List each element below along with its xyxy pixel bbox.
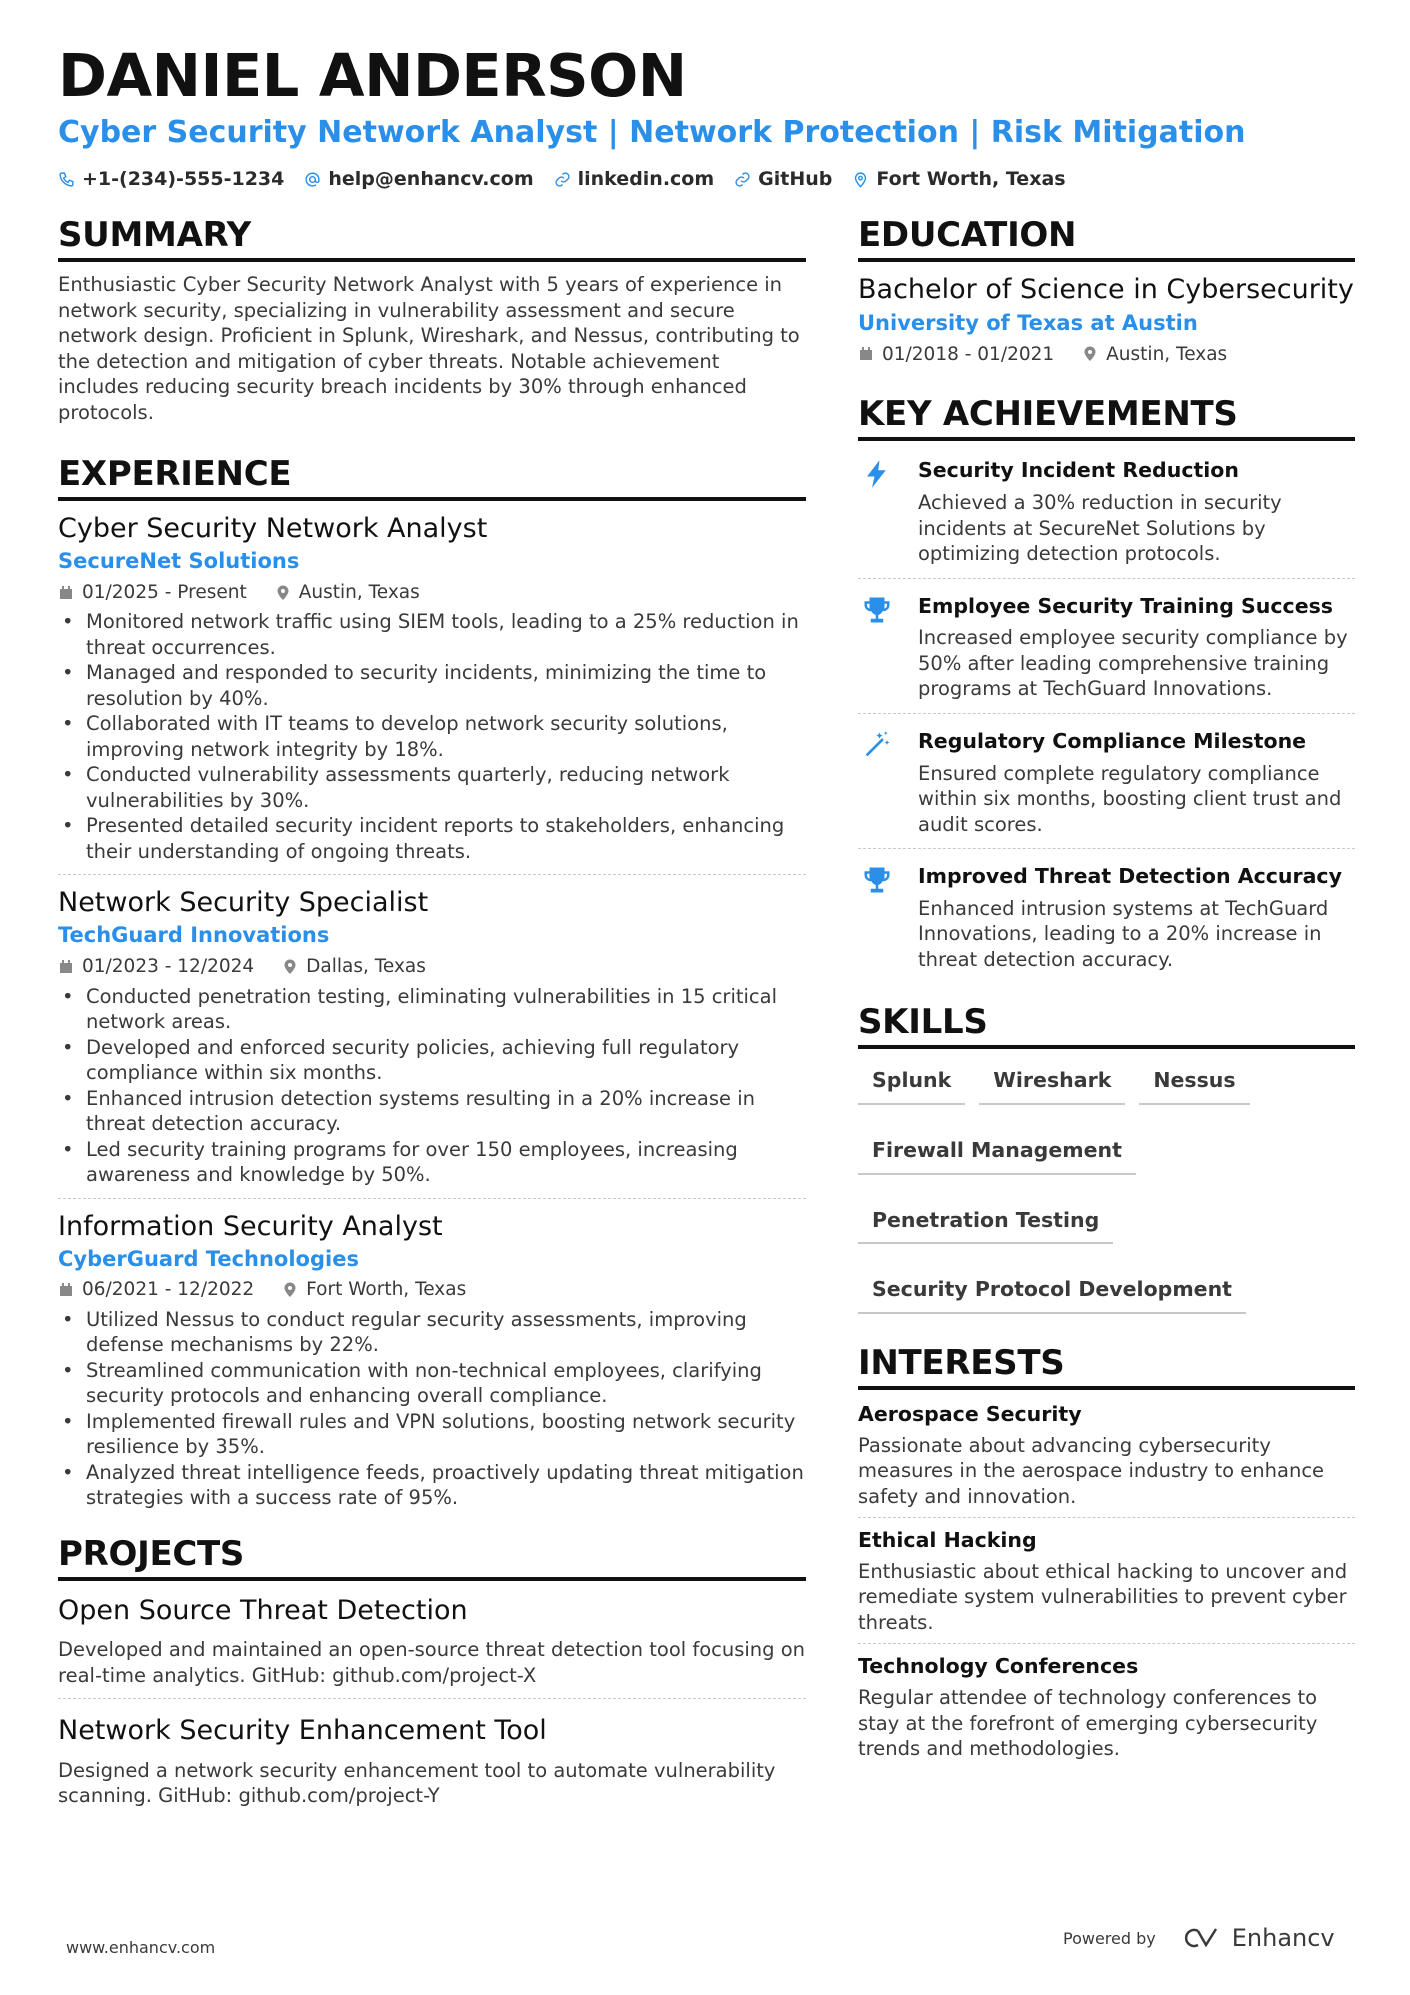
skill-tag: Firewall Management — [858, 1129, 1136, 1175]
interest-text: Enthusiastic about ethical hacking to uncover and remediate system vulnerabilities to prevent cyber threats. — [858, 1559, 1348, 1634]
job-location: Dallas, Texas — [306, 955, 426, 977]
brand-name: Enhancv — [1231, 1924, 1335, 1952]
achievement-entry — [858, 857, 1355, 983]
achievement-entry — [858, 587, 1355, 714]
contact-location-text: Fort Worth, Texas — [876, 168, 1066, 190]
interest-entry — [858, 1526, 1355, 1644]
job-bullet: • Led security training programs for over 150 employees, increasing awareness and knowledge by 50%. — [58, 1137, 806, 1188]
job-location: Austin, Texas — [298, 581, 420, 603]
summary-section — [58, 216, 806, 425]
skills-heading: SKILLS — [858, 1003, 1355, 1049]
achievement-text: Increased employee security compliance by 50% after leading comprehensive training programs at TechGuard Innovations. — [918, 626, 1348, 701]
location-icon — [282, 959, 298, 975]
job-dates: 06/2021 - 12/2022 — [82, 1279, 255, 1301]
interest-text: Passionate about advancing cybersecurity measures in the aerospace industry to enhance safety and innovation. — [858, 1433, 1325, 1508]
skill-tag: Security Protocol Development — [858, 1268, 1246, 1314]
phone-icon — [58, 171, 75, 188]
contact-phone-text: +1-(234)-555-1234 — [82, 168, 285, 190]
achievement-title: Regulatory Compliance Milestone — [918, 728, 1307, 753]
interests-section — [858, 1344, 1355, 1770]
achievement-entry — [858, 722, 1355, 849]
candidate-subtitle: Cyber Security Network Analyst | Network Protection | Risk Mitigation — [58, 115, 1246, 150]
project-entry — [58, 1591, 806, 1700]
job-bullet: • Implemented firewall rules and VPN solutions, boosting network security resilience by 35%. — [58, 1409, 806, 1460]
project-title: Open Source Threat Detection — [58, 1594, 468, 1626]
job-location: Fort Worth, Texas — [306, 1279, 467, 1301]
education-location: Austin, Texas — [1106, 343, 1228, 365]
education-degree: Bachelor of Science in Cybersecurity — [858, 274, 1354, 306]
link-icon — [734, 171, 751, 188]
trophy-icon — [862, 595, 892, 625]
contact-github-text: GitHub — [758, 168, 833, 190]
link-icon — [554, 171, 571, 188]
summary-text: Enthusiastic Cyber Security Network Analyst with 5 years of experience in network security, specializing in vulnerability assessment and secure network design. Proficient in Splunk, Wireshark, and Nessus, contributing to the detection and mitigation of cyber threats. Notable achievement includes reducing security breach incidents by 30% through enhanced protocols. — [58, 273, 800, 424]
enhancv-logo[interactable] — [1178, 1924, 1335, 1952]
achievement-text: Ensured complete regulatory compliance within six months, boosting client trust and audit scores. — [918, 761, 1342, 836]
achievement-text: Achieved a 30% reduction in security incidents at SecureNet Solutions by optimizing detection protocols. — [918, 491, 1282, 566]
at-icon — [304, 171, 321, 188]
education-section — [858, 216, 1355, 369]
education-heading: EDUCATION — [858, 216, 1355, 262]
job-bullet: • Analyzed threat intelligence feeds, proactively updating threat mitigation strategies with a success rate of 95%. — [58, 1460, 806, 1511]
contact-location — [852, 168, 1065, 190]
candidate-name: DANIEL ANDERSON — [58, 41, 687, 110]
achievement-title: Improved Threat Detection Accuracy — [918, 864, 1342, 889]
interest-title: Technology Conferences — [858, 1654, 1139, 1679]
powered-by-text: Powered by — [1063, 1928, 1156, 1948]
job-bullets — [58, 609, 806, 864]
calendar-icon — [58, 585, 74, 601]
experience-section — [58, 455, 806, 1521]
job-bullet: • Developed and enforced security policies, achieving full regulatory compliance within six months. — [58, 1035, 806, 1086]
achievement-title: Security Incident Reduction — [918, 458, 1239, 483]
footer-website[interactable]: www.enhancv.com — [66, 1938, 216, 1957]
contact-email-text: help@enhancv.com — [328, 168, 534, 190]
job-bullet: • Managed and responded to security incidents, minimizing the time to resolution by 40%. — [58, 660, 806, 711]
location-icon — [275, 585, 291, 601]
projects-heading: PROJECTS — [58, 1535, 806, 1581]
location-icon — [1082, 346, 1098, 362]
job-bullet: • Collaborated with IT teams to develop network security solutions, improving network integrity by 18%. — [58, 711, 806, 762]
project-text: Designed a network security enhancement tool to automate vulnerability scanning. GitHub: github.com/project-Y — [58, 1758, 776, 1808]
education-dates: 01/2018 - 01/2021 — [882, 343, 1055, 365]
job-bullets — [58, 984, 806, 1188]
job-entry — [58, 885, 806, 1198]
contact-linkedin-text: linkedin.com — [577, 168, 715, 190]
calendar-icon — [858, 346, 874, 362]
job-bullet: • Conducted penetration testing, eliminating vulnerabilities in 15 critical network areas. — [58, 984, 806, 1035]
trophy-icon — [862, 865, 892, 895]
interest-text: Regular attendee of technology conferences to stay at the forefront of emerging cybersecurity trends and methodologies. — [858, 1686, 1318, 1761]
project-title: Network Security Enhancement Tool — [58, 1715, 547, 1747]
enhancv-logo-icon — [1178, 1925, 1226, 1951]
job-dates: 01/2025 - Present — [82, 581, 247, 603]
left-column — [58, 216, 806, 1831]
experience-heading: EXPERIENCE — [58, 455, 806, 501]
achievement-title: Employee Security Training Success — [918, 593, 1334, 618]
contact-linkedin[interactable] — [554, 168, 715, 190]
summary-heading: SUMMARY — [58, 216, 806, 262]
achievement-entry — [858, 451, 1355, 578]
job-bullet: • Presented detailed security incident reports to stakeholders, enhancing their understanding of ongoing threats. — [58, 813, 806, 864]
skills-section — [858, 1003, 1355, 1314]
location-icon — [852, 171, 869, 188]
skill-tag: Penetration Testing — [858, 1199, 1113, 1245]
job-title: Cyber Security Network Analyst — [58, 513, 488, 545]
job-title: Network Security Specialist — [58, 887, 429, 919]
achievements-section — [858, 395, 1355, 983]
contact-bar — [58, 168, 1066, 190]
job-title: Information Security Analyst — [58, 1210, 443, 1242]
interest-entry — [858, 1652, 1355, 1769]
job-bullet: • Streamlined communication with non-technical employees, clarifying security protocols and enhancing overall compliance. — [58, 1358, 806, 1409]
job-entry — [58, 511, 806, 875]
calendar-icon — [58, 959, 74, 975]
job-meta — [58, 1275, 806, 1305]
job-meta — [58, 952, 806, 982]
job-meta — [58, 578, 806, 608]
job-bullet: • Utilized Nessus to conduct regular security assessments, improving defense mechanisms by 22%. — [58, 1307, 806, 1358]
interest-entry — [858, 1400, 1355, 1518]
location-icon — [282, 1282, 298, 1298]
contact-github[interactable] — [734, 168, 832, 190]
achievements-heading: KEY ACHIEVEMENTS — [858, 395, 1355, 441]
footer-branding — [1063, 1924, 1335, 1952]
skill-tag: Nessus — [1139, 1059, 1249, 1105]
interest-title: Aerospace Security — [858, 1402, 1082, 1427]
skills-list — [858, 1059, 1355, 1314]
project-entry — [58, 1711, 806, 1819]
interests-heading: INTERESTS — [858, 1344, 1355, 1390]
job-bullet: • Conducted vulnerability assessments quarterly, reducing network vulnerabilities by 30%. — [58, 762, 806, 813]
job-company: SecureNet Solutions — [58, 549, 300, 574]
magic-wand-icon — [862, 730, 892, 760]
job-bullets — [58, 1307, 806, 1511]
calendar-icon — [58, 1282, 74, 1298]
projects-section — [58, 1535, 806, 1819]
job-company: CyberGuard Technologies — [58, 1246, 359, 1271]
job-entry — [58, 1209, 806, 1521]
lightning-icon — [862, 459, 892, 489]
job-bullet: • Monitored network traffic using SIEM tools, leading to a 25% reduction in threat occurrences. — [58, 609, 806, 660]
skill-tag: Splunk — [858, 1059, 965, 1105]
project-text: Developed and maintained an open-source threat detection tool focusing on real-time analytics. GitHub: github.com/project-X — [58, 1638, 806, 1687]
achievement-text: Enhanced intrusion systems at TechGuard Innovations, leading to a 20% increase in threat detection accuracy. — [918, 896, 1329, 971]
interest-title: Ethical Hacking — [858, 1528, 1037, 1553]
job-bullet: • Enhanced intrusion detection systems resulting in a 20% increase in threat detection accuracy. — [58, 1086, 806, 1137]
education-school: University of Texas at Austin — [858, 311, 1198, 336]
skill-tag: Wireshark — [979, 1059, 1125, 1105]
education-meta — [858, 340, 1355, 370]
contact-email[interactable] — [304, 168, 533, 190]
contact-phone[interactable] — [58, 168, 284, 190]
right-column — [858, 216, 1355, 1778]
job-company: TechGuard Innovations — [58, 923, 330, 948]
job-dates: 01/2023 - 12/2024 — [82, 955, 255, 977]
